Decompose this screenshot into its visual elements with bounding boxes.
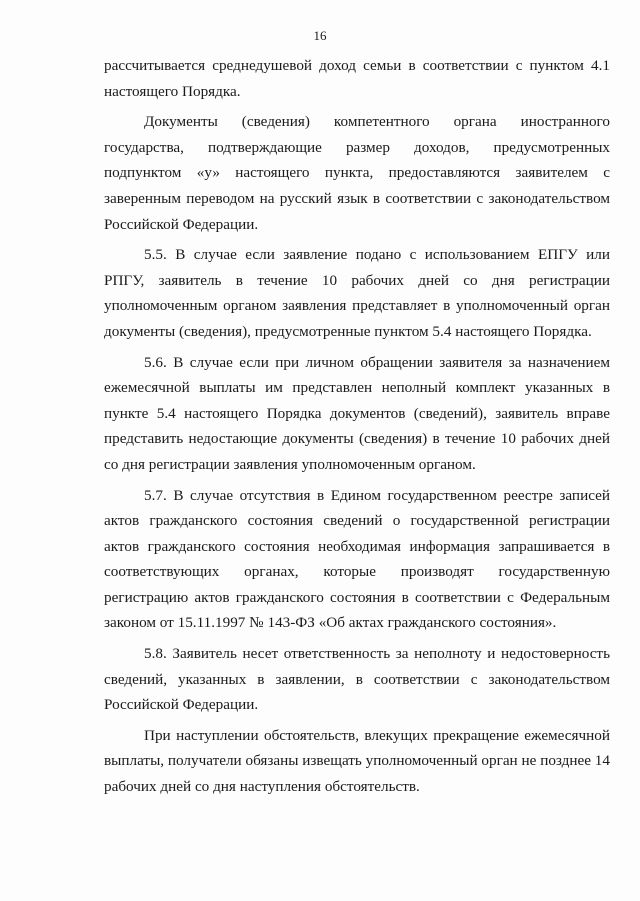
paragraph-foreign-documents: Документы (сведения) компетентного органа иностранного государства, подтверждающие размер доходов, предусмотренных подпунктом «у» настоящего пункта, предоставляются заявителем с заверенным переводом на русский язык в соответствии с законодательством Российской Федерации. — [104, 113, 610, 233]
page-number: 16 — [313, 28, 327, 43]
paragraph-circumstances: При наступлении обстоятельств, влекущих прекращение ежемесячной выплаты, получатели обязаны извещать уполномоченный орган не позднее 14 рабочих дней со дня наступления обстоятельств. — [104, 726, 610, 796]
paragraph-5-6: 5.6. В случае если при личном обращении заявителя за назначением ежемесячной выплаты им представлен неполный комплект указанных в пункте 5.4 настоящего Порядка документов (сведений), заявитель вправе представить недостающие документы (сведения) в течение 10 рабочих дней со дня регистрации заявления уполномоченным органом. — [104, 353, 610, 473]
paragraph-continuation: рассчитывается среднедушевой доход семьи в соответствии с пунктом 4.1 настоящего Порядка. — [104, 57, 610, 100]
paragraph-5-7: 5.7. В случае отсутствия в Едином государственном реестре записей актов гражданского состояния сведений о государственной регистрации актов гражданского состояния необходимая информация запрашивается в соответствующих органах, которые производят государственную регистрацию актов гражданского состояния в соответствии с Федеральным законом от 15.11.1997 № 143-ФЗ «Об актах гражданского состояния». — [104, 486, 610, 632]
paragraph-5-5: 5.5. В случае если заявление подано с использованием ЕПГУ или РПГУ, заявитель в течение 10 рабочих дней со дня регистрации уполномоченным органом заявления представляет в уполномоченный орган документы (сведения), предусмотренные пунктом 5.4 настоящего Порядка. — [104, 246, 610, 340]
document-body — [104, 53, 610, 805]
paragraph-5-8: 5.8. Заявитель несет ответственность за неполноту и недостоверность сведений, указанных в заявлении, в соответствии с законодательством Российской Федерации. — [104, 645, 610, 714]
